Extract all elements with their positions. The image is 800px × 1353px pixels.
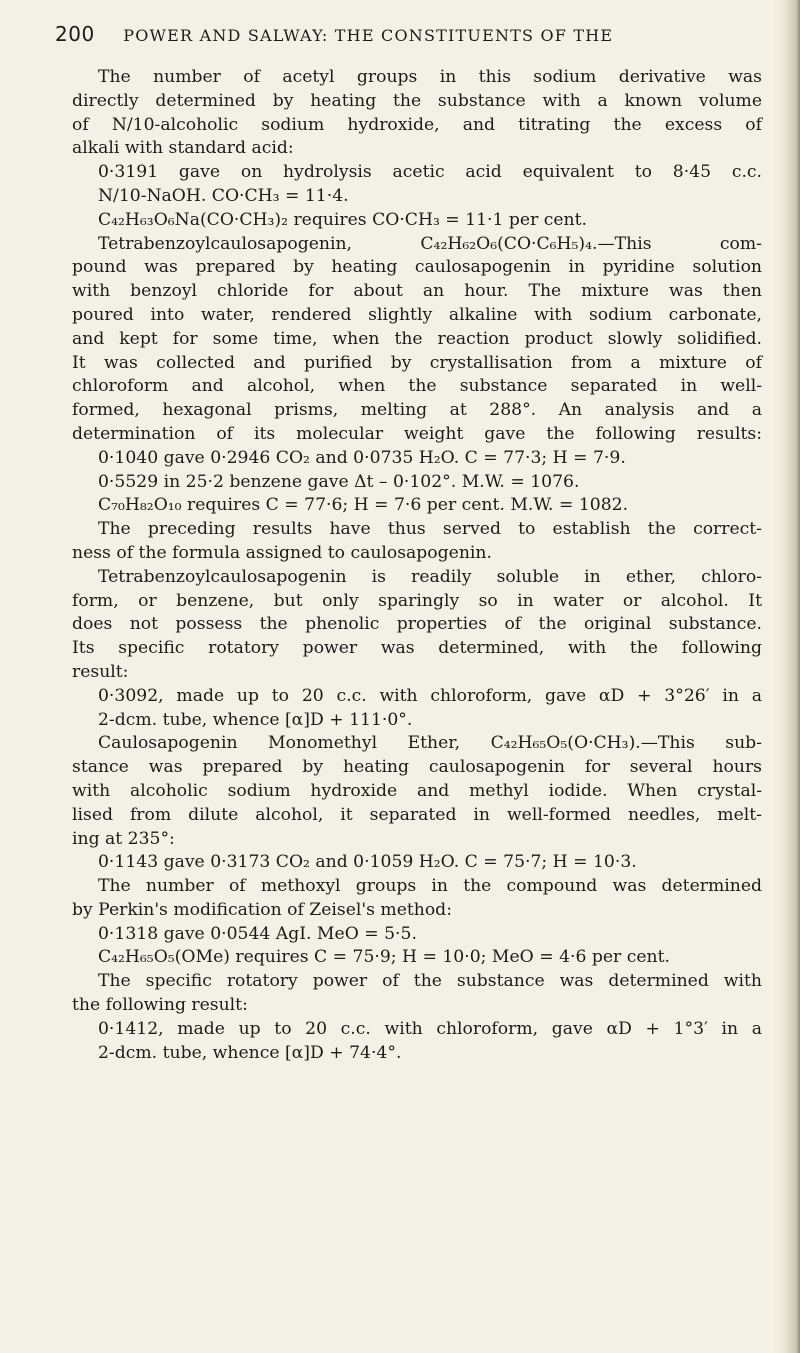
text-line: poured into water, rendered slightly alkaline with sodium carbonate, xyxy=(72,304,762,325)
text-line: The specific rotatory power of the substance was determined with xyxy=(98,971,762,992)
text-line: result: xyxy=(72,661,129,682)
text-line: The number of acetyl groups in this sodium derivative was xyxy=(98,67,762,87)
text-line: chloroform and alcohol, when the substance separated in well- xyxy=(72,376,762,397)
text-line: with alcoholic sodium hydroxide and methyl iodide. When crystal- xyxy=(72,780,762,801)
running-header xyxy=(55,22,760,46)
text-line: 0·3191 gave on hydrolysis acetic acid equivalent to 8·45 c.c. xyxy=(98,162,762,183)
text-line: It was collected and purified by crystallisation from a mixture of xyxy=(72,352,762,373)
text-line: with benzoyl chloride for about an hour. The mixture was then xyxy=(72,281,762,302)
text-line: C₄₂H₆₃O₆Na(CO·CH₃)₂ requires CO·CH₃ = 11·1 per cent. xyxy=(98,209,587,230)
text-line: formed, hexagonal prisms, melting at 288°. An analysis and a xyxy=(72,400,762,421)
text-line: alkali with standard acid: xyxy=(72,138,294,159)
text-line: by Perkin's modification of Zeisel's method: xyxy=(72,899,452,920)
text-line: 0·1143 gave 0·3173 CO₂ and 0·1059 H₂O. C = 75·7; H = 10·3. xyxy=(98,852,637,873)
page-edge-shadow xyxy=(774,0,800,1353)
text-line: C₄₂H₆₅O₅(OMe) requires C = 75·9; H = 10·0; MeO = 4·6 per cent. xyxy=(98,947,670,968)
text-line: lised from dilute alcohol, it separated in well-formed needles, melt- xyxy=(72,804,762,825)
running-title: POWER AND SALWAY: THE CONSTITUENTS OF THE xyxy=(123,26,614,45)
text-line: Caulosapogenin Monomethyl Ether, C₄₂H₆₅O₅(O·CH₃).—This sub- xyxy=(98,733,762,754)
text-line: ness of the formula assigned to caulosapogenin. xyxy=(72,542,492,563)
text-line: 2-dcm. tube, whence [α]D + 74·4°. xyxy=(98,1042,402,1063)
text-line: Its specific rotatory power was determined, with the following xyxy=(72,638,762,659)
text-line: and kept for some time, when the reaction product slowly solidified. xyxy=(72,328,762,349)
text-line: 0·3092, made up to 20 c.c. with chloroform, gave αD + 3°26′ in a xyxy=(98,685,762,706)
text-line: form, or benzene, but only sparingly so in water or alcohol. It xyxy=(72,590,762,611)
text-line: C₇₀H₈₂O₁₀ requires C = 77·6; H = 7·6 per cent. M.W. = 1082. xyxy=(98,495,629,516)
text-line: the following result: xyxy=(72,995,248,1016)
text-line: of N/10-alcoholic sodium hydroxide, and titrating the excess of xyxy=(72,114,762,135)
text-line: stance was prepared by heating caulosapogenin for several hours xyxy=(72,757,762,778)
text-line: The number of methoxyl groups in the compound was determined xyxy=(98,876,762,897)
text-line: N/10-NaOH. CO·CH₃ = 11·4. xyxy=(98,185,349,206)
text-line: directly determined by heating the substance with a known volume xyxy=(72,90,762,111)
text-line: 0·1412, made up to 20 c.c. with chloroform, gave αD + 1°3′ in a xyxy=(98,1018,762,1039)
text-line: The preceding results have thus served to establish the correct- xyxy=(98,519,762,540)
text-line: Tetrabenzoylcaulosapogenin, C₄₂H₆₂O₆(CO·C₆H₅)₄.—This com- xyxy=(98,233,762,254)
text-line: does not possess the phenolic properties of the original substance. xyxy=(72,614,762,635)
text-line: 0·1318 gave 0·0544 AgI. MeO = 5·5. xyxy=(98,923,417,944)
text-line: determination of its molecular weight gave the following results: xyxy=(72,423,762,444)
text-line: Tetrabenzoylcaulosapogenin is readily soluble in ether, chloro- xyxy=(98,566,762,587)
text-line: 0·1040 gave 0·2946 CO₂ and 0·0735 H₂O. C = 77·3; H = 7·9. xyxy=(98,447,626,468)
text-line: pound was prepared by heating caulosapogenin in pyridine solution xyxy=(72,257,762,278)
text-line: 2-dcm. tube, whence [α]D + 111·0°. xyxy=(98,709,413,730)
body-text xyxy=(72,66,762,1065)
page-number: 200 xyxy=(55,22,95,46)
text-line: ing at 235°: xyxy=(72,828,175,849)
text-line: 0·5529 in 25·2 benzene gave Δt – 0·102°. M.W. = 1076. xyxy=(98,471,580,492)
